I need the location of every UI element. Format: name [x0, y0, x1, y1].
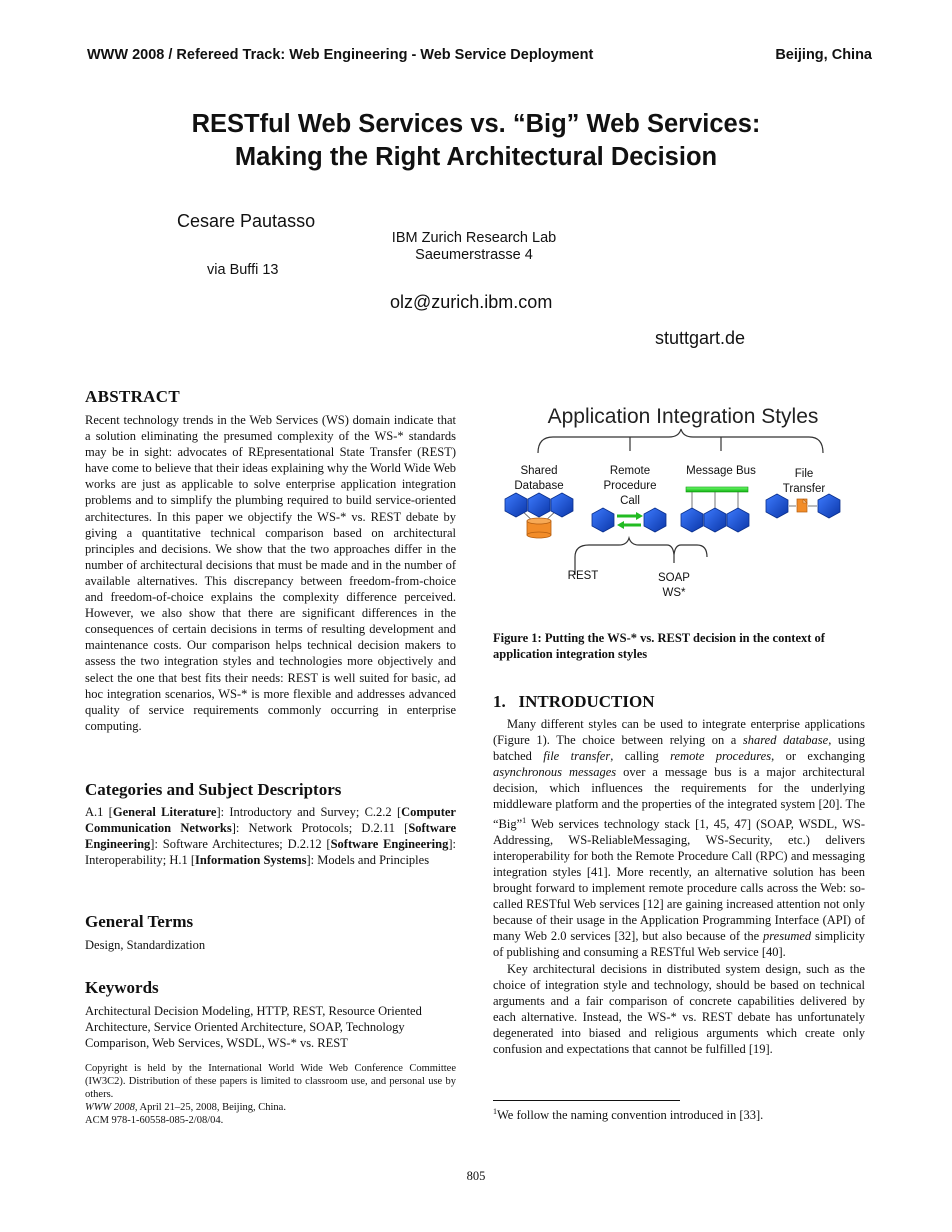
label-database: Database	[514, 480, 564, 492]
affiliation-line-1: IBM Zurich Research Lab	[391, 230, 557, 246]
author-street: via Buffi 13	[207, 262, 279, 278]
footnote	[493, 1104, 865, 1123]
label-rest: REST	[567, 570, 599, 582]
categories-text: A.1 [General Literature]: Introductory and Survey; C.2.2 [Computer Communication Networks]: Network Protocols; D.2.11 [Software Engineering]: Software Architectures; D.2.12 [Software Engineering]: Interoperability; H.1 [Information Systems]: Models and Principles	[85, 805, 456, 868]
figure-title: Application Integration Styles	[547, 405, 819, 428]
message-bus-icon	[681, 487, 749, 532]
author-domain: stuttgart.de	[655, 328, 746, 348]
footnote-mark: 1	[493, 1107, 497, 1116]
keywords-heading: Keywords	[85, 978, 159, 997]
top-brace	[538, 429, 823, 453]
paper-title	[60, 108, 892, 174]
footnote-ref: 1	[522, 815, 527, 825]
keywords-body	[85, 1003, 456, 1051]
label-soap: SOAP	[658, 572, 690, 584]
affiliation-line-2: Saeumerstrasse 4	[415, 247, 533, 263]
author-affiliation	[356, 230, 592, 264]
label-transfer: Transfer	[782, 483, 826, 495]
general-terms-heading: General Terms	[85, 912, 194, 931]
categories-body	[85, 804, 456, 868]
abstract-text: Recent technology trends in the Web Services (WS) domain indicate that a solution eliminating the presumed complexity of the WS-* standards may be in sight: advocates of REpresentational State Transfer (REST) have come to believe that their ideas explaining why the World Wide Web works are just as applicable to solve enterprise application integration problems and to simplify the plumbing required to build service-oriented architectures. In this paper we objectify the WS-* vs. REST debate by giving a quantitative technical comparison based on architectural principles and decisions. We show that the two approaches differ in the number of architectural decisions that must be made and in the number of available alternatives. This discrepancy between freedom-from-choice and freedom-of-choice explains the complexity difference perceived. However, we also show that there are significant differences in the consequences of certain decisions in terms of resulting development and maintenance costs. Our comparison helps technical decision makers to assess the two integration styles and technologies more objectively and select the one that best fits their needs: REST is well suited for basic, ad hoc integration scenarios, WS-* is more flexible and addresses advanced quality of service requirements commonly occurring in enterprise computing.	[85, 413, 456, 733]
abstract-heading: ABSTRACT	[85, 387, 180, 406]
label-message-bus: Message Bus	[686, 465, 756, 477]
abstract-body	[85, 412, 456, 734]
label-ws-star: WS*	[662, 587, 686, 599]
keywords-text: Architectural Decision Modeling, HTTP, REST, Resource Oriented Architecture, Service Oriented Architecture, SOAP, Technology Comparison, Web Services, WSDL, WS-* vs. REST	[85, 1004, 422, 1051]
introduction-paragraph-2: Key architectural decisions in distributed system design, such as the choice of integration style and technology, should be based on technical arguments and a fair comparison of concrete capabilities delivered by each alternative. Instead, the WS-* vs. REST debate has unfortunately degenerated into biased and religious arguments which create only confusion and expectations that cannot be fulfilled [19].	[493, 961, 865, 1057]
copyright-acm: ACM 978-1-60558-085-2/08/04.	[85, 1115, 224, 1126]
author-email: olz@zurich.ibm.com	[390, 292, 553, 312]
general-terms-body: Design, Standardization	[85, 938, 206, 952]
remote-procedure-call-icon	[592, 508, 666, 532]
running-head	[87, 47, 872, 63]
label-shared: Shared	[520, 465, 558, 477]
introduction-paragraph-1: Many different styles can be used to integrate enterprise applications (Figure 1). The choice between relying on a shared database, using batched file transfer, calling remote procedures, or exchanging asynchronous messages over a message bus is a major architectural decision, which influences the requirements for the underlying middleware platform and the properties of the integrated system [20]. The “Big”$^1$ Web services technology stack [1, 45, 47] (SOAP, WSDL, WS-Addressing, WS-ReliableMessaging, WS-Security, etc.) delivers interoperability for both the Remote Procedure Call (RPC) and messaging integration styles [41]. More recently, an alternative solution has been brought forward to implement remote procedure calls across the Web: so-called RESTful Web services [12] are gaining increased attention not only because of their usage in the Application Programming Interface (API) of many Web 2.0 services [32], but also because of the presumed simplicity of publishing and consuming a RESTful Web service [40].	[493, 717, 866, 960]
label-procedure: Procedure	[603, 480, 657, 492]
copyright-venue: WWW 2008, April 21–25, 2008, Beijing, China.	[85, 1102, 286, 1113]
page-number: 805	[466, 1169, 486, 1183]
running-head-right: Beijing, China	[775, 47, 872, 63]
footnote-text: We follow the naming convention introduced in [33].	[497, 1108, 764, 1123]
introduction-body	[493, 716, 865, 1057]
title-line-1: RESTful Web Services vs. “Big” Web Services:	[191, 110, 761, 138]
introduction-heading: 1. INTRODUCTION	[493, 692, 655, 711]
label-file: File	[794, 468, 814, 480]
figure-1	[493, 395, 865, 605]
title-line-2: Making the Right Architectural Decision	[234, 143, 718, 171]
figure-caption: Figure 1: Putting the WS-* vs. REST decision in the context of application integration styles	[493, 631, 825, 661]
copyright-notice	[85, 1062, 456, 1127]
running-head-left: WWW 2008 / Refereed Track: Web Engineering - Web Service Deployment	[87, 47, 594, 63]
footnote-rule	[493, 1100, 680, 1101]
figure-1-diagram	[493, 395, 865, 605]
label-call: Call	[620, 495, 640, 507]
shared-database-icon	[505, 493, 573, 538]
categories-heading: Categories and Subject Descriptors	[85, 780, 342, 799]
author-name: Cesare Pautasso	[177, 211, 316, 231]
file-transfer-icon	[766, 494, 840, 518]
label-remote: Remote	[609, 465, 651, 477]
copyright-line: Copyright is held by the International World Wide Web Conference Committee (IW3C2). Distribution of these papers is limited to classroom use, and personal use by others.	[85, 1063, 456, 1100]
